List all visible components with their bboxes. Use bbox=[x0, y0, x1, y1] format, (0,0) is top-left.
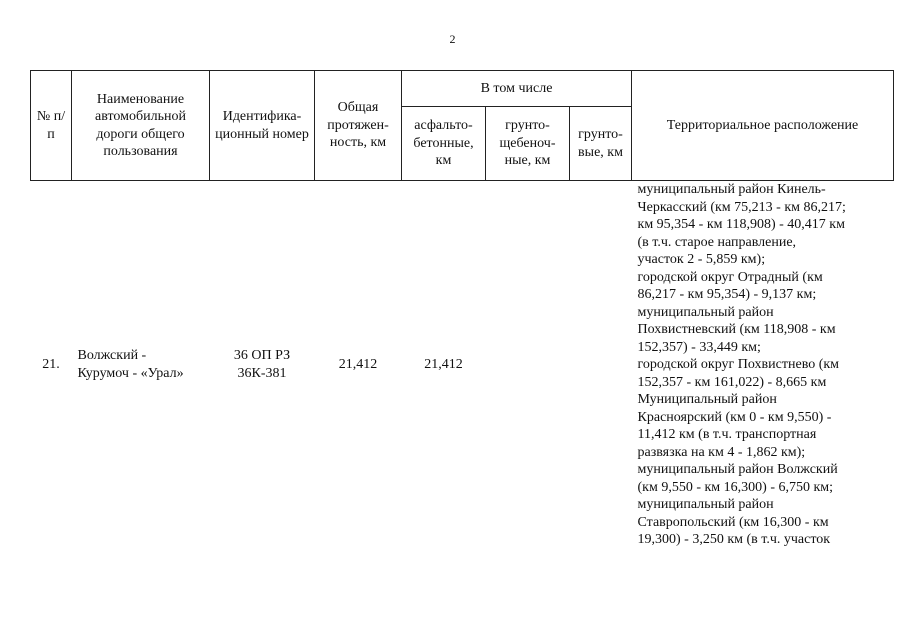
territory-line: развязка на км 4 - 1,862 км); bbox=[637, 444, 806, 460]
header-name: Наименование автомобильной дороги общего пользования bbox=[72, 71, 210, 181]
table-row bbox=[31, 181, 894, 549]
territory-line: Ставропольский (км 16,300 - км bbox=[637, 514, 829, 530]
header-gravel: грунто-щебеноч-ные, км bbox=[486, 107, 570, 181]
territory-line: 19,300) - 3,250 км (в т.ч. участок bbox=[637, 532, 831, 547]
header-length: Общая протяжен-ность, км bbox=[315, 71, 402, 181]
territory-line: Похвистневский (км 118,908 - км bbox=[637, 322, 836, 337]
territory-line: 152,357 - км 161,022) - 8,665 км bbox=[637, 374, 827, 390]
territory-line: муниципальный район Кинель- bbox=[637, 182, 826, 197]
row-total-length: 21,412 bbox=[338, 357, 378, 372]
territory-line: муниципальный район bbox=[637, 304, 774, 320]
header-dirt: грунто-вые, км bbox=[570, 107, 632, 181]
header-including: В том числе bbox=[402, 71, 632, 107]
header-id: Идентифика-ционный номер bbox=[210, 71, 315, 181]
territory-line: км 95,354 - км 118,908) - 40,417 км bbox=[637, 217, 845, 232]
territory-line: городской округ Похвистнево (км bbox=[637, 357, 840, 372]
territory-line: Муниципальный район bbox=[637, 392, 777, 407]
territory-line: 86,217 - км 95,354) - 9,137 км; bbox=[637, 287, 817, 302]
row-id-number bbox=[210, 181, 315, 549]
territory-line: (км 9,550 - км 16,300) - 6,750 км; bbox=[637, 479, 834, 495]
row-dirt-length bbox=[570, 181, 632, 549]
row-territory bbox=[632, 181, 894, 549]
territory-line: Красноярский (км 0 - км 9,550) - bbox=[637, 409, 832, 425]
territory-line: участок 2 - 5,859 км); bbox=[637, 252, 766, 267]
territory-line: (в т.ч. старое направление, bbox=[637, 234, 797, 250]
road-name-line: Волжский - bbox=[77, 348, 147, 364]
id-number-line: 36К-381 bbox=[237, 365, 287, 381]
territory-line: 11,412 км (в т.ч. транспортная bbox=[637, 427, 817, 442]
roads-table bbox=[30, 70, 894, 549]
header-asphalt: асфальто-бетонные, км bbox=[402, 107, 486, 181]
page-number: 2 bbox=[449, 32, 456, 46]
row-road-name bbox=[72, 181, 210, 549]
territory-line: муниципальный район bbox=[637, 497, 774, 512]
territory-line: Черкасский (км 75,213 - км 86,217; bbox=[637, 199, 846, 215]
id-number-line: 36 ОП РЗ bbox=[233, 348, 291, 364]
row-asphalt-length: 21,412 bbox=[424, 357, 463, 372]
road-name-line: Курумоч - «Урал» bbox=[77, 365, 184, 381]
header-num: № п/п bbox=[31, 71, 72, 181]
row-num: 21. bbox=[42, 357, 60, 372]
header-territory: Территориальное расположение bbox=[632, 71, 894, 181]
territory-line: 152,357) - 33,449 км; bbox=[637, 339, 761, 355]
territory-line: муниципальный район Волжский bbox=[637, 462, 838, 477]
territory-line: городской округ Отрадный (км bbox=[637, 269, 823, 285]
row-gravel-length bbox=[486, 181, 570, 549]
